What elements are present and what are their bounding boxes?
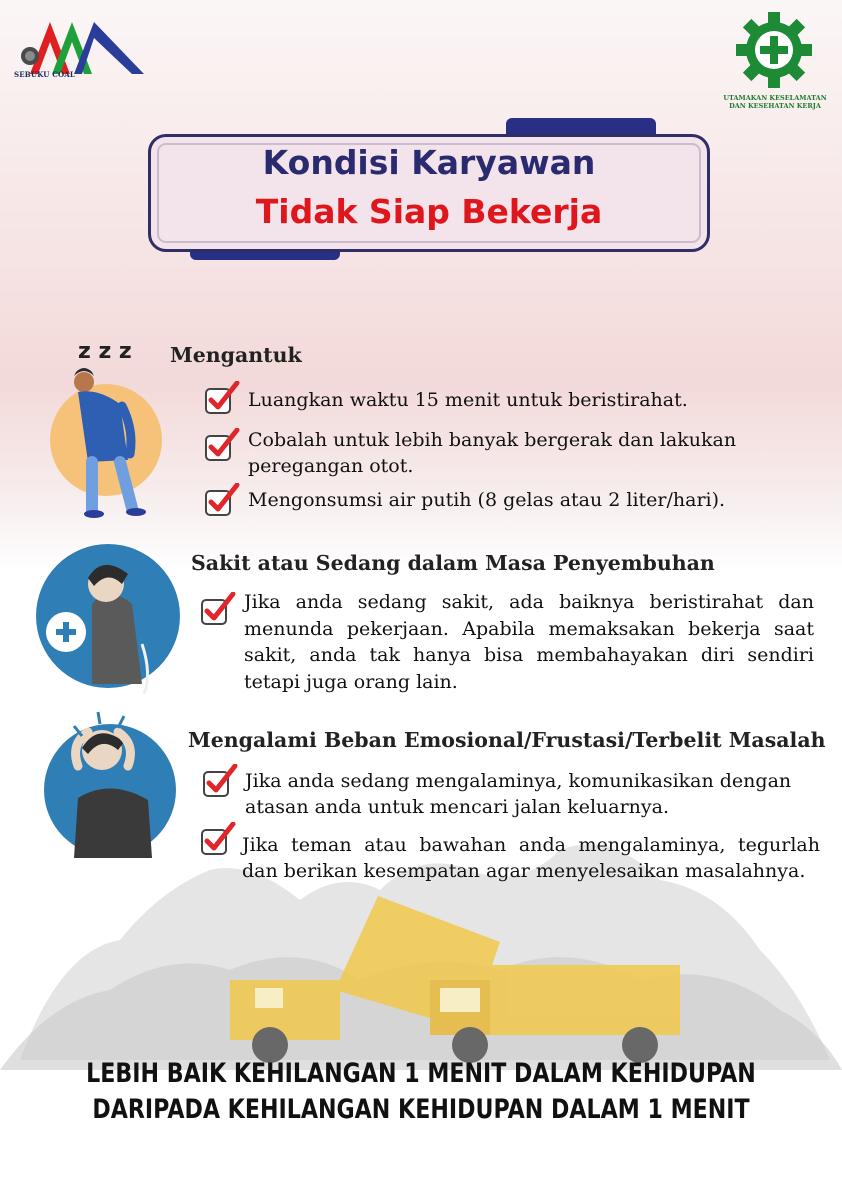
title-line1: Kondisi Karyawan bbox=[262, 143, 596, 182]
check-icon bbox=[200, 592, 236, 626]
title-line2: Tidak Siap Bekerja bbox=[255, 192, 603, 231]
sleepy-person-illustration bbox=[48, 330, 176, 525]
k3-safety-logo bbox=[726, 8, 822, 98]
list-item: Jika anda sedang mengalaminya, komunikasikan dengan atasan anda untuk mencari jalan keluarnya. bbox=[245, 770, 792, 818]
list-item: Cobalah untuk lebih banyak bergerak dan lakukan peregangan otot. bbox=[248, 429, 737, 477]
section-heading-sakit: Sakit atau Sedang dalam Masa Penyembuhan bbox=[191, 551, 715, 575]
section-heading-emosional: Mengalami Beban Emosional/Frustasi/Terbelit Masalah bbox=[188, 728, 826, 752]
check-icon bbox=[204, 381, 240, 415]
check-icon bbox=[200, 822, 236, 856]
check-icon bbox=[204, 483, 240, 517]
logo-right-text-line1: UTAMAKAN KESELAMATAN bbox=[723, 94, 827, 102]
stressed-person-illustration bbox=[38, 708, 182, 860]
footer-slogan-line1: LEBIH BAIK KEHILANGAN 1 MENIT DALAM KEHIDUPAN bbox=[86, 1058, 756, 1089]
check-icon bbox=[202, 764, 238, 798]
list-item: Jika teman atau bawahan anda mengalaminya, tegurlah dan berikan kesempatan agar menyelesaikan masalahnya. bbox=[242, 834, 820, 882]
logo-left-text: SEBUKU COAL bbox=[14, 70, 76, 79]
check-icon bbox=[204, 428, 240, 462]
list-item: Mengonsumsi air putih (8 gelas atau 2 liter/hari). bbox=[248, 489, 726, 511]
footer-slogan-line2: DARIPADA KEHILANGAN KEHIDUPAN DALAM 1 MENIT bbox=[92, 1094, 750, 1125]
sleepy-zzz-text: z z z bbox=[78, 339, 132, 364]
logo-right-text-line2: DAN KESEHATAN KERJA bbox=[729, 102, 821, 110]
list-item: Luangkan waktu 15 menit untuk beristirahat. bbox=[248, 389, 688, 411]
logo-right-text bbox=[716, 94, 834, 110]
sick-person-illustration bbox=[32, 544, 184, 704]
list-item: Jika anda sedang sakit, ada baiknya beristirahat dan menunda pekerjaan. Apabila memaksakan bekerja saat sakit, anda tak hanya bisa membahayakan diri sendiri tetapi juga orang lain. bbox=[244, 591, 814, 693]
section-heading-mengantuk: Mengantuk bbox=[170, 343, 302, 367]
